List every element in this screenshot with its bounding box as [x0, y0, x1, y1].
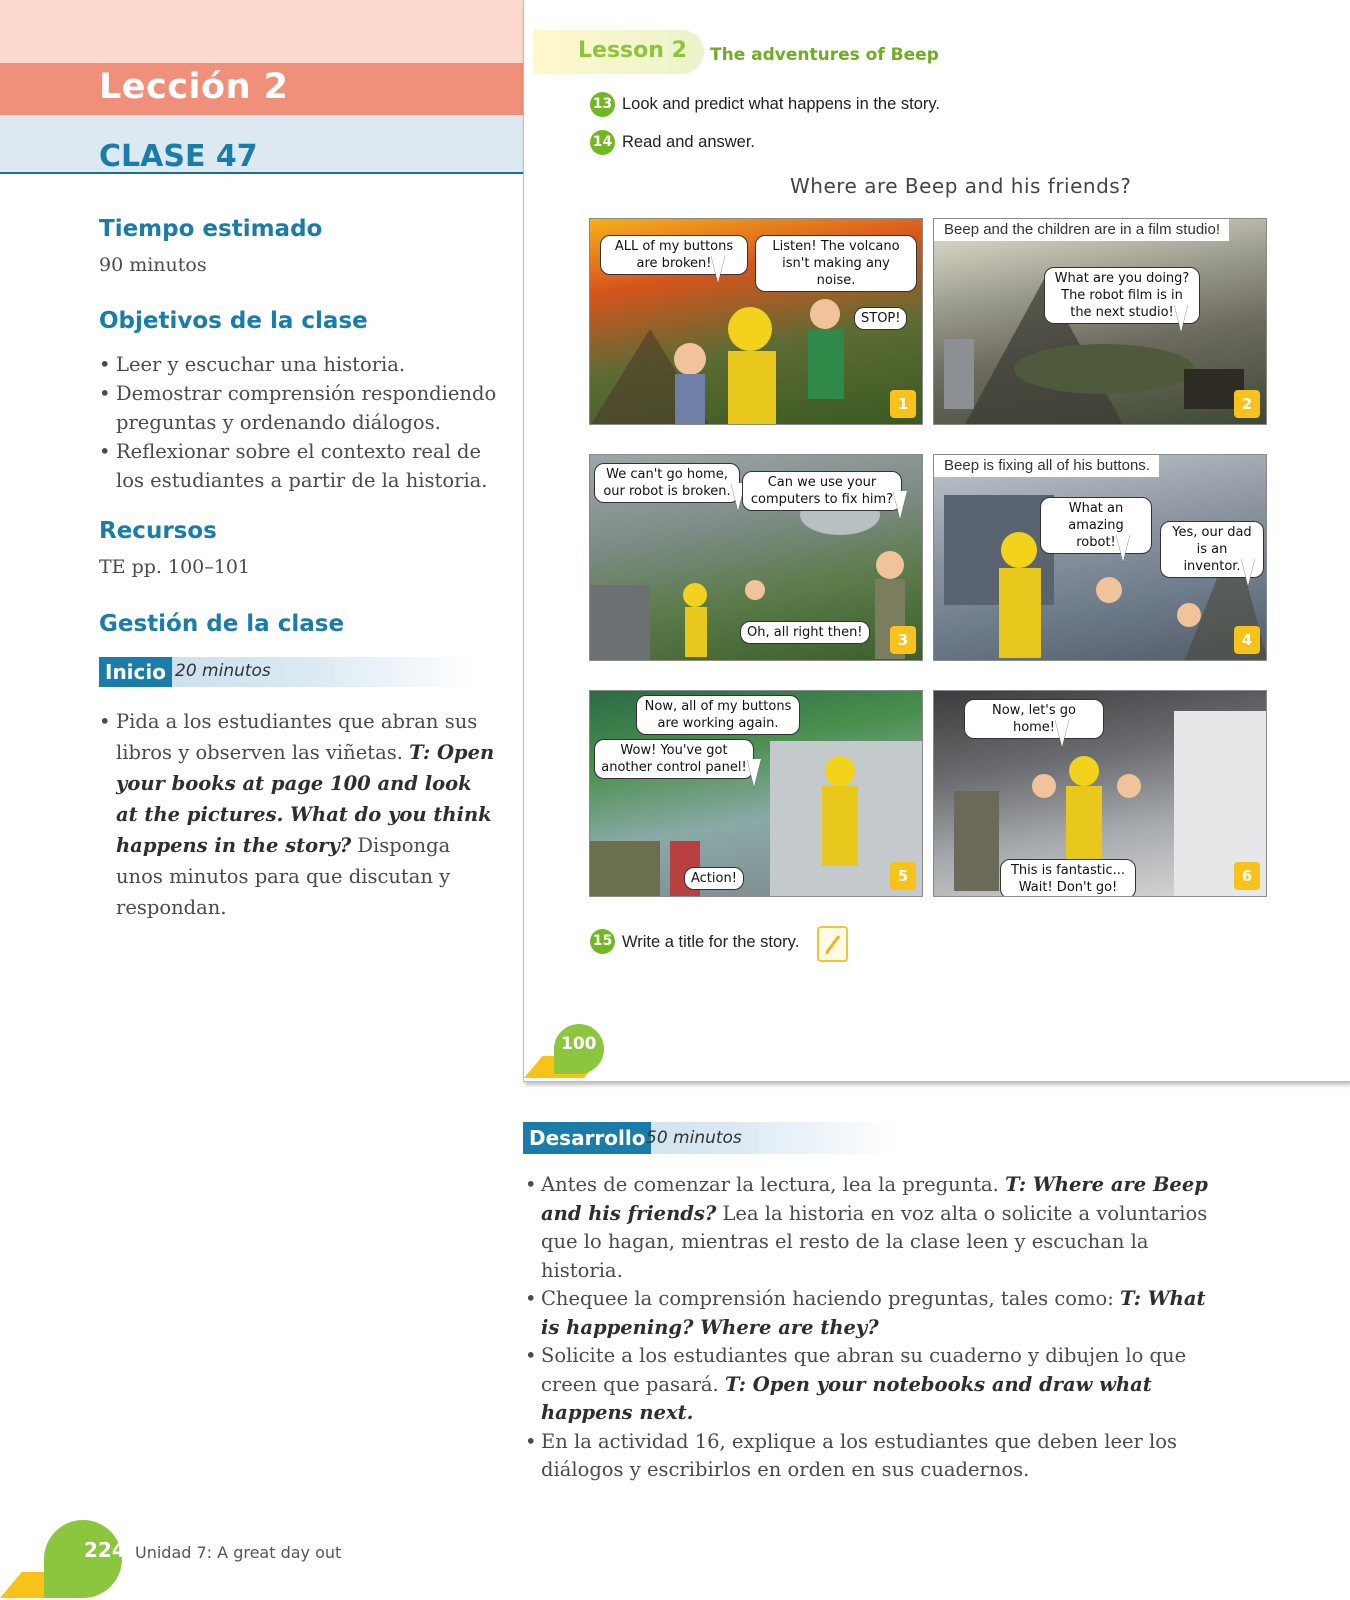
- activity-number-badge: 15: [590, 929, 615, 954]
- desarrollo-label: Desarrollo: [523, 1122, 651, 1154]
- objetivos-list: [99, 350, 499, 495]
- panel-caption: Beep is fixing all of his buttons.: [934, 455, 1159, 477]
- comic-panel-3: [589, 454, 923, 661]
- activity-13-text: Look and predict what happens in the story.: [622, 95, 940, 113]
- panel-number: 4: [1234, 626, 1260, 654]
- speech-bubble: Listen! The volcano isn't making any noise.: [755, 235, 917, 292]
- activity-number-badge: 13: [590, 92, 615, 117]
- panel-number: 6: [1234, 862, 1260, 890]
- inicio-minutes: 20 minutos: [175, 661, 271, 681]
- list-item: • Demostrar comprensión respondiendo preguntas y ordenando diálogos.: [99, 379, 499, 437]
- tiempo-heading: Tiempo estimado: [99, 216, 323, 242]
- panel-caption: Beep and the children are in a film studio!: [934, 219, 1229, 241]
- speech-bubble: What an amazing robot!: [1040, 497, 1152, 554]
- activity-14-text: Read and answer.: [622, 133, 756, 151]
- footer-unit-title: Unidad 7: A great day out: [135, 1543, 342, 1562]
- inicio-teacher-line: T: Open your books at page 100 and look at the pictures. What do you think happens in the story?: [116, 741, 495, 857]
- leccion-band: [0, 63, 523, 115]
- activity-number-badge: 14: [590, 130, 615, 155]
- objetivos-heading: Objetivos de la clase: [99, 308, 368, 334]
- comic-panel-1: [589, 218, 923, 425]
- list-item: • Solicite a los estudiantes que abran su cuaderno y dibujen lo que creen que pasará. T: Open your notebooks and draw what happens next.: [523, 1342, 1223, 1428]
- clase-band: [0, 115, 523, 174]
- speech-bubble: Wow! You've got another control panel!: [594, 739, 754, 779]
- speech-bubble: Action!: [684, 867, 744, 890]
- story-question: Where are Beep and his friends?: [790, 174, 1132, 198]
- comic-panel-6: [933, 690, 1267, 897]
- speech-bubble: Now, let's go home!: [964, 699, 1104, 739]
- clase-title: CLASE 47: [99, 139, 258, 174]
- comic-panel-2: [933, 218, 1267, 425]
- list-item: • Reflexionar sobre el contexto real de los estudiantes a partir de la historia.: [99, 437, 499, 495]
- speech-bubble: What are you doing? The robot film is in the next studio!: [1044, 267, 1200, 324]
- speech-bubble: Can we use your computers to fix him?: [742, 471, 902, 511]
- inicio-paragraph: [99, 706, 499, 923]
- panel-number: 1: [890, 390, 916, 418]
- pencil-notebook-icon: [817, 926, 848, 962]
- student-book-page: [523, 0, 1350, 1082]
- student-page-number: 100: [561, 1034, 597, 1054]
- speech-bubble: ALL of my buttons are broken!: [600, 235, 748, 275]
- comic-panel-4: [933, 454, 1267, 661]
- lesson-label: Lesson 2: [578, 38, 687, 63]
- desarrollo-bar: [523, 1122, 903, 1154]
- desarrollo-list: [523, 1171, 1223, 1485]
- speech-bubble: We can't go home, our robot is broken.: [594, 463, 740, 503]
- recursos-heading: Recursos: [99, 518, 217, 544]
- speech-bubble: Oh, all right then!: [740, 621, 870, 644]
- speech-bubble: Yes, our dad is an inventor.: [1160, 521, 1264, 578]
- speech-bubble: Now, all of my buttons are working again.: [636, 695, 800, 735]
- activity-15-text: Write a title for the story.: [622, 933, 800, 951]
- speech-bubble: This is fantastic... Wait! Don't go!: [1000, 859, 1136, 897]
- list-item: • Leer y escuchar una historia.: [99, 350, 499, 379]
- footer-page-number: 224: [84, 1538, 126, 1562]
- list-item: • En la actividad 16, explique a los estudiantes que deben leer los diálogos y escribirlos en orden en sus cuadernos.: [523, 1428, 1223, 1485]
- list-item: • Antes de comenzar la lectura, lea la pregunta. T: Where are Beep and his friends? Lea la historia en voz alta o solicite a voluntarios que lo hagan, mientras el resto de la clase leen y escuchan la historia.: [523, 1171, 1223, 1285]
- panel-number: 5: [890, 862, 916, 890]
- desarrollo-minutes: 50 minutos: [646, 1128, 742, 1148]
- panel-number: 3: [890, 626, 916, 654]
- gestion-heading: Gestión de la clase: [99, 611, 345, 637]
- panel-number: 2: [1234, 390, 1260, 418]
- tiempo-value: 90 minutos: [99, 254, 207, 276]
- recursos-value: TE pp. 100–101: [99, 556, 251, 578]
- speech-bubble: STOP!: [854, 307, 907, 330]
- inicio-text-end: Disponga unos minutos para que discutan y respondan.: [116, 834, 451, 919]
- list-item: • Chequee la comprensión haciendo preguntas, tales como: T: What is happening? Where are they?: [523, 1285, 1223, 1342]
- inicio-bar: [99, 657, 479, 687]
- inicio-text: Pida a los estudiantes que abran sus libros y observen las viñetas.: [116, 710, 478, 764]
- lesson-title: The adventures of Beep: [710, 45, 939, 65]
- inicio-label: Inicio: [99, 657, 172, 687]
- header-peach-band: [0, 0, 523, 63]
- comic-panel-5: [589, 690, 923, 897]
- leccion-title: Lección 2: [99, 67, 289, 107]
